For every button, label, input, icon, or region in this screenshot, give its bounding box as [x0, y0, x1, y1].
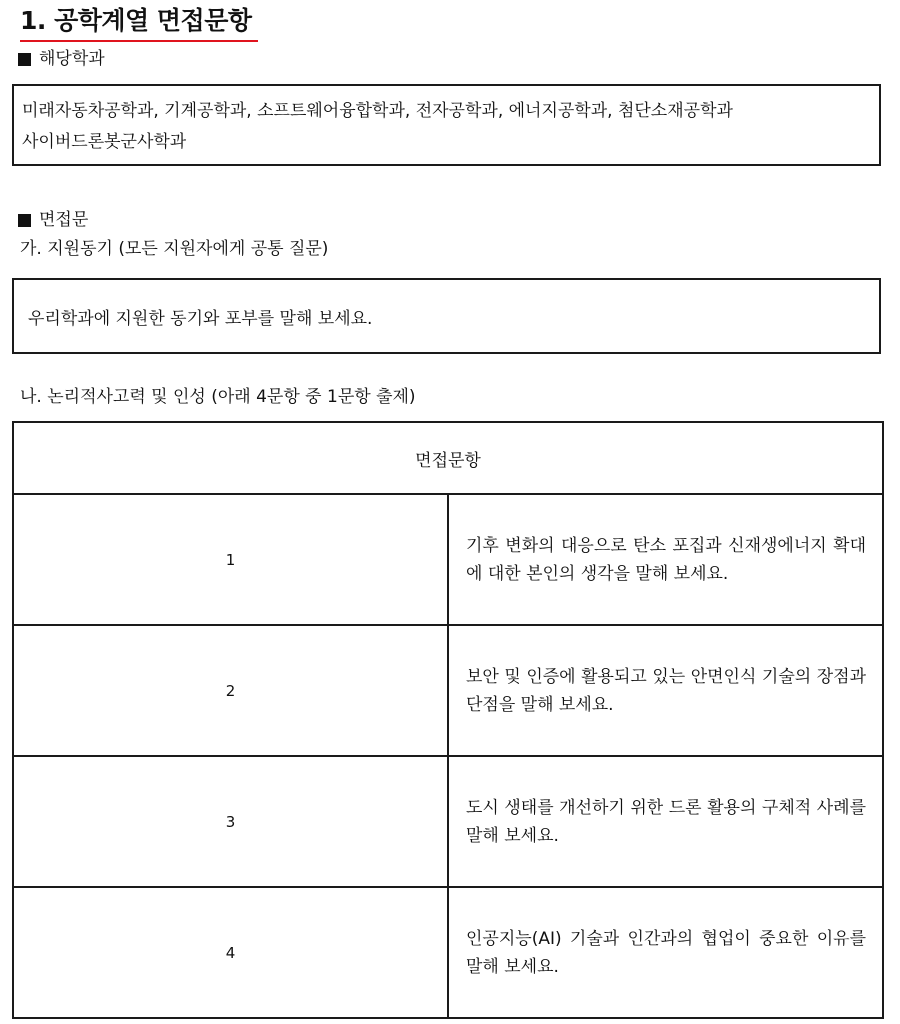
- question-number: 2: [13, 625, 448, 756]
- part-b-title: 나. 논리적사고력 및 인성 (아래 4문항 중 1문항 출제): [20, 387, 416, 407]
- common-question-text: 우리학과에 지원한 동기와 포부를 말해 보세요.: [28, 308, 373, 329]
- departments-line-2: 사이버드론봇군사학과: [22, 132, 187, 152]
- black-square-icon: [18, 53, 31, 66]
- departments-box: [12, 84, 881, 166]
- table-row: [13, 756, 883, 887]
- black-square-icon: [18, 214, 31, 227]
- question-number: 4: [13, 887, 448, 1018]
- table-row: [13, 887, 883, 1018]
- common-question-box: [12, 278, 881, 354]
- interview-label: 면접문: [39, 210, 89, 230]
- departments-heading: [18, 47, 105, 71]
- question-text: 기후 변화의 대응으로 탄소 포집과 신재생에너지 확대에 대한 본인의 생각을 말해 보세요.: [448, 494, 883, 625]
- departments-label: 해당학과: [39, 49, 105, 69]
- part-a-title: 가. 지원동기 (모든 지원자에게 공통 질문): [20, 239, 329, 259]
- question-number: 3: [13, 756, 448, 887]
- question-text: 인공지능(AI) 기술과 인간과의 협업이 중요한 이유를 말해 보세요.: [448, 887, 883, 1018]
- question-text: 도시 생태를 개선하기 위한 드론 활용의 구체적 사례를 말해 보세요.: [448, 756, 883, 887]
- table-row: [13, 494, 883, 625]
- questions-table: [12, 421, 884, 1019]
- question-number: 1: [13, 494, 448, 625]
- question-text: 보안 및 인증에 활용되고 있는 안면인식 기술의 장점과 단점을 말해 보세요.: [448, 625, 883, 756]
- table-row: [13, 625, 883, 756]
- interview-heading: [18, 208, 88, 232]
- page-title: 1. 공학계열 면접문항: [20, 4, 258, 42]
- table-header: 면접문항: [13, 422, 883, 494]
- departments-line-1: 미래자동차공학과, 기계공학과, 소프트웨어융합학과, 전자공학과, 에너지공학과, 첨단소재공학과: [22, 101, 733, 121]
